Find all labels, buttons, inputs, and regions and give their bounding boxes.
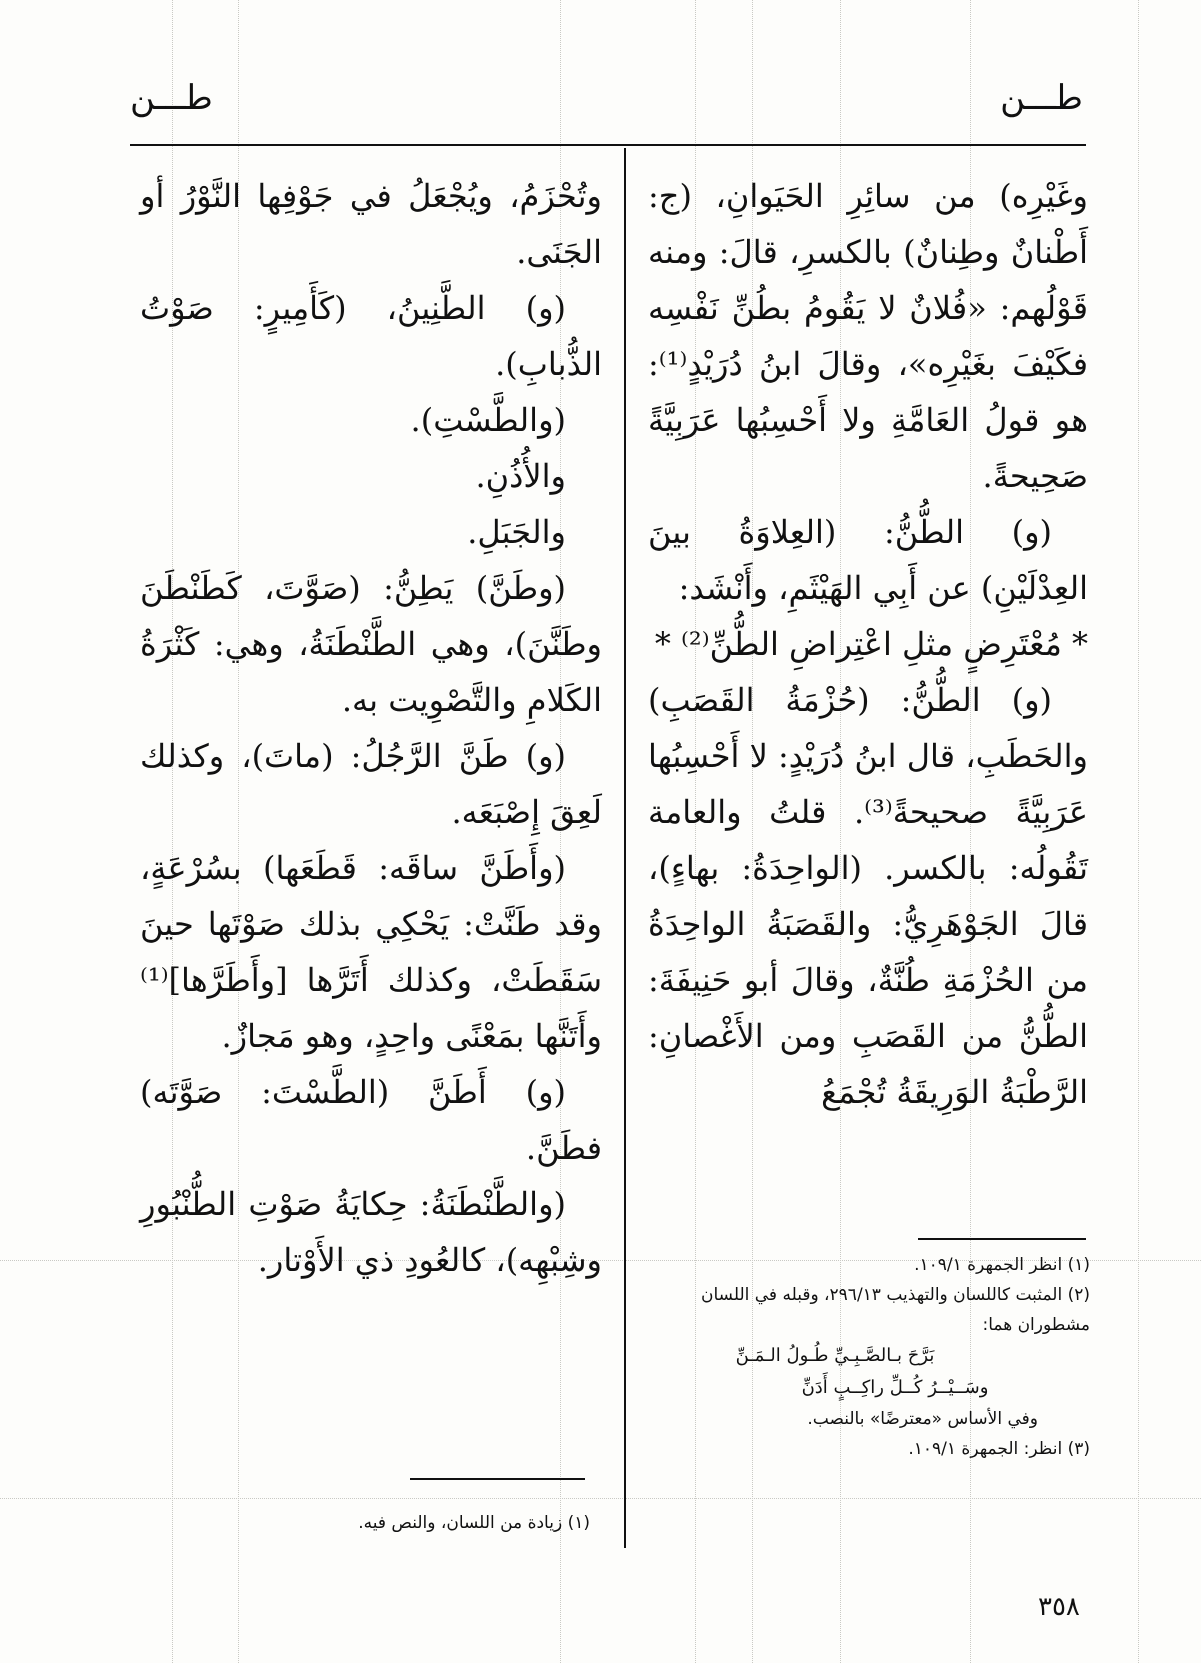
paragraph: (و) أَطَنَّ (الطَّسْتَ: صَوَّتَه) فطَنَّ. bbox=[140, 1073, 602, 1167]
paragraph: (و) الطُّنُّ: (حُزْمَةُ القَصَبِ) والحَطَبِ، قال ابنُ دُرَيْدٍ: لا أَحْسِبُها عَرَبِيَّةً صحيحةً⁽³⁾. قلتُ والعامة تَقُولُه: بالكسر. (الواحِدَةُ: بهاءٍ)، قالَ الجَوْهَرِيُّ: والقَصَبَةُ الواحِدَةُ من الحُزْمَةِ طُنَّةٌ، وقالَ أبو حَنِيفَةَ: الطُّنُّ من القَصَبِ ومن الأَغْصانِ: الرَّطْبَةُ الوَرِيقَةُ تُجْمَعُ bbox=[648, 681, 1089, 1111]
paragraph: (وطَنَّ) يَطِنُّ: (صَوَّتَ، كَطَنْطَنَ وطَنَّنَ)، وهي الطَّنْطَنَةُ، وهي: كَثْرَةُ الكَلامِ والتَّصْوِيت به. bbox=[140, 569, 602, 719]
paragraph: (و) الطُّنُّ: (العِلاوَةُ بينَ العِدْلَيْنِ) عن أَبِي الهَيْثَمِ، وأَنْشَد: bbox=[648, 513, 1088, 607]
left-column bbox=[140, 168, 602, 1288]
footnote: (١) انظر الجمهرة ١٠٩/١. bbox=[914, 1255, 1090, 1275]
paragraph: وغَيْرِه) من سائِرِ الحَيَوانِ، (ج: أَطْنانٌ وطِنانٌ) بالكسرِ، قالَ: ومنه قَوْلُهم: «فُلانٌ لا يَقُومُ بطُنِّ نَفْسِه فكَيْفَ بغَيْرِه»، وقالَ ابنُ دُرَيْدٍ⁽¹⁾: هو قولُ العَامَّةِ ولا أَحْسِبُها عَرَبِيَّةً صَحِيحةً. bbox=[648, 177, 1088, 495]
footnotes-right bbox=[640, 1250, 1090, 1464]
footnote: (٢) المثبت كاللسان والتهذيب ٢٩٦/١٣، وقبله في اللسان مشطوران هما: bbox=[700, 1285, 1090, 1335]
paragraph: وتُحْزَمُ، ويُجْعَلُ في جَوْفِها النَّوْرُ أو الجَنَى. bbox=[140, 177, 602, 271]
footnote-separator bbox=[918, 1238, 1086, 1240]
footnote-separator bbox=[410, 1478, 585, 1480]
footnote-verse: بَرَّحَ بـالصَّـبِـيِّ طُـولُ الـمَـنِّ bbox=[735, 1345, 935, 1366]
paragraph: (والطَّسْتِ). bbox=[410, 401, 566, 439]
running-header-right: طـــن bbox=[1000, 78, 1083, 118]
right-column bbox=[648, 168, 1088, 1120]
footnote: (٣) انظر: الجمهرة ١٠٩/١. bbox=[908, 1439, 1090, 1459]
paragraph: والجَبَلِ. bbox=[467, 513, 566, 551]
paragraph: (وأَطَنَّ ساقَه: قَطَعَها) بسُرْعَةٍ، وقد طَنَّتْ: يَحْكِي بذلك صَوْتَها حينَ سَقَطَتْ، وكذلك أَتَرَّها [وأَطَرَّها]⁽¹⁾ وأَتَنَّها بمَعْنًى واحِدٍ، وهو مَجازٌ. bbox=[140, 849, 602, 1055]
page-number: ٣٥٨ bbox=[1038, 1592, 1080, 1622]
column-divider bbox=[624, 148, 626, 1548]
footnotes-left bbox=[250, 1508, 590, 1538]
footnote: (١) زيادة من اللسان، والنص فيه. bbox=[358, 1513, 590, 1533]
footnote-verse: وسَــيْــرُ كُــلِّ راكِــبٍ أَدَنِّ bbox=[801, 1377, 989, 1398]
paragraph: (و) طَنَّ الرَّجُلُ: (ماتَ)، وكذلك لَعِقَ إِصْبَعَه. bbox=[140, 737, 602, 831]
paragraph: والأُذُنِ. bbox=[475, 457, 566, 495]
paragraph: (و) الطَّنِينُ، (كَأَمِيرٍ: صَوْتُ الذُّبابِ). bbox=[140, 289, 602, 383]
header-rule bbox=[130, 144, 1086, 146]
footnote: وفي الأساس «معترضًا» بالنصب. bbox=[807, 1409, 1038, 1429]
running-header-left: طـــن bbox=[130, 78, 213, 118]
paragraph: (والطَّنْطَنَةُ: حِكايَةُ صَوْتِ الطُّنْبُورِ وشِبْهِه)، كالعُودِ ذي الأَوْتار. bbox=[140, 1185, 602, 1279]
verse-quote: * مُعْتَرِضٍ مثلِ اعْتِراضِ الطُّنِّ⁽²⁾ * bbox=[654, 625, 1088, 663]
